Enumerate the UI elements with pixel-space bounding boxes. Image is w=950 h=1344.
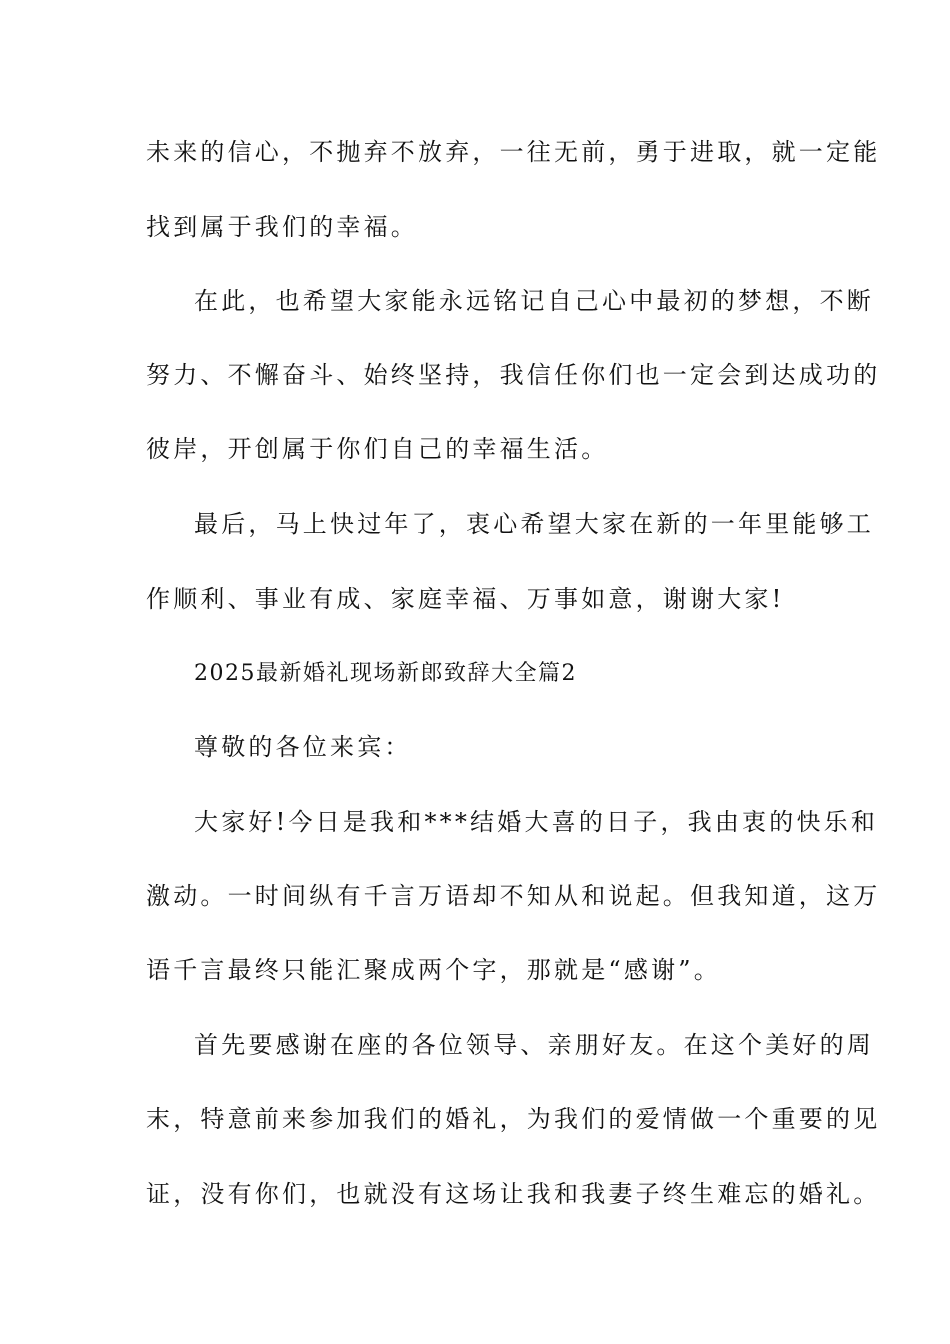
paragraph-line: 末，特意前来参加我们的婚礼，为我们的爱情做一个重要的见: [146, 1105, 881, 1133]
paragraph-line: 激动。一时间纵有千言万语却不知从和说起。但我知道，这万: [146, 882, 881, 910]
section-heading: 2025最新婚礼现场新郎致辞大全篇2: [194, 661, 577, 686]
paragraph-line: 作顺利、事业有成、家庭幸福、万事如意，谢谢大家!: [146, 585, 785, 613]
paragraph-line: 未来的信心，不抛弃不放弃，一往无前，勇于进取，就一定能: [146, 138, 881, 166]
paragraph-line: 在此，也希望大家能永远铭记自己心中最初的梦想，不断: [194, 287, 874, 315]
paragraph-line: 语千言最终只能汇聚成两个字，那就是“感谢”。: [146, 956, 721, 984]
paragraph-line: 证，没有你们，也就没有这场让我和我妻子终生难忘的婚礼。: [146, 1180, 881, 1208]
salutation: 尊敬的各位来宾：: [194, 733, 412, 761]
paragraph-line: 努力、不懈奋斗、始终坚持，我信任你们也一定会到达成功的: [146, 361, 881, 389]
paragraph-line: 找到属于我们的幸福。: [146, 213, 418, 241]
paragraph-line: 最后，马上快过年了，衷心希望大家在新的一年里能够工: [194, 510, 874, 538]
paragraph-line: 大家好!今日是我和***结婚大喜的日子，我由衷的快乐和: [194, 808, 879, 836]
paragraph-line: 首先要感谢在座的各位领导、亲朋好友。在这个美好的周: [194, 1031, 874, 1059]
paragraph-line: 彼岸，开创属于你们自己的幸福生活。: [146, 435, 609, 463]
